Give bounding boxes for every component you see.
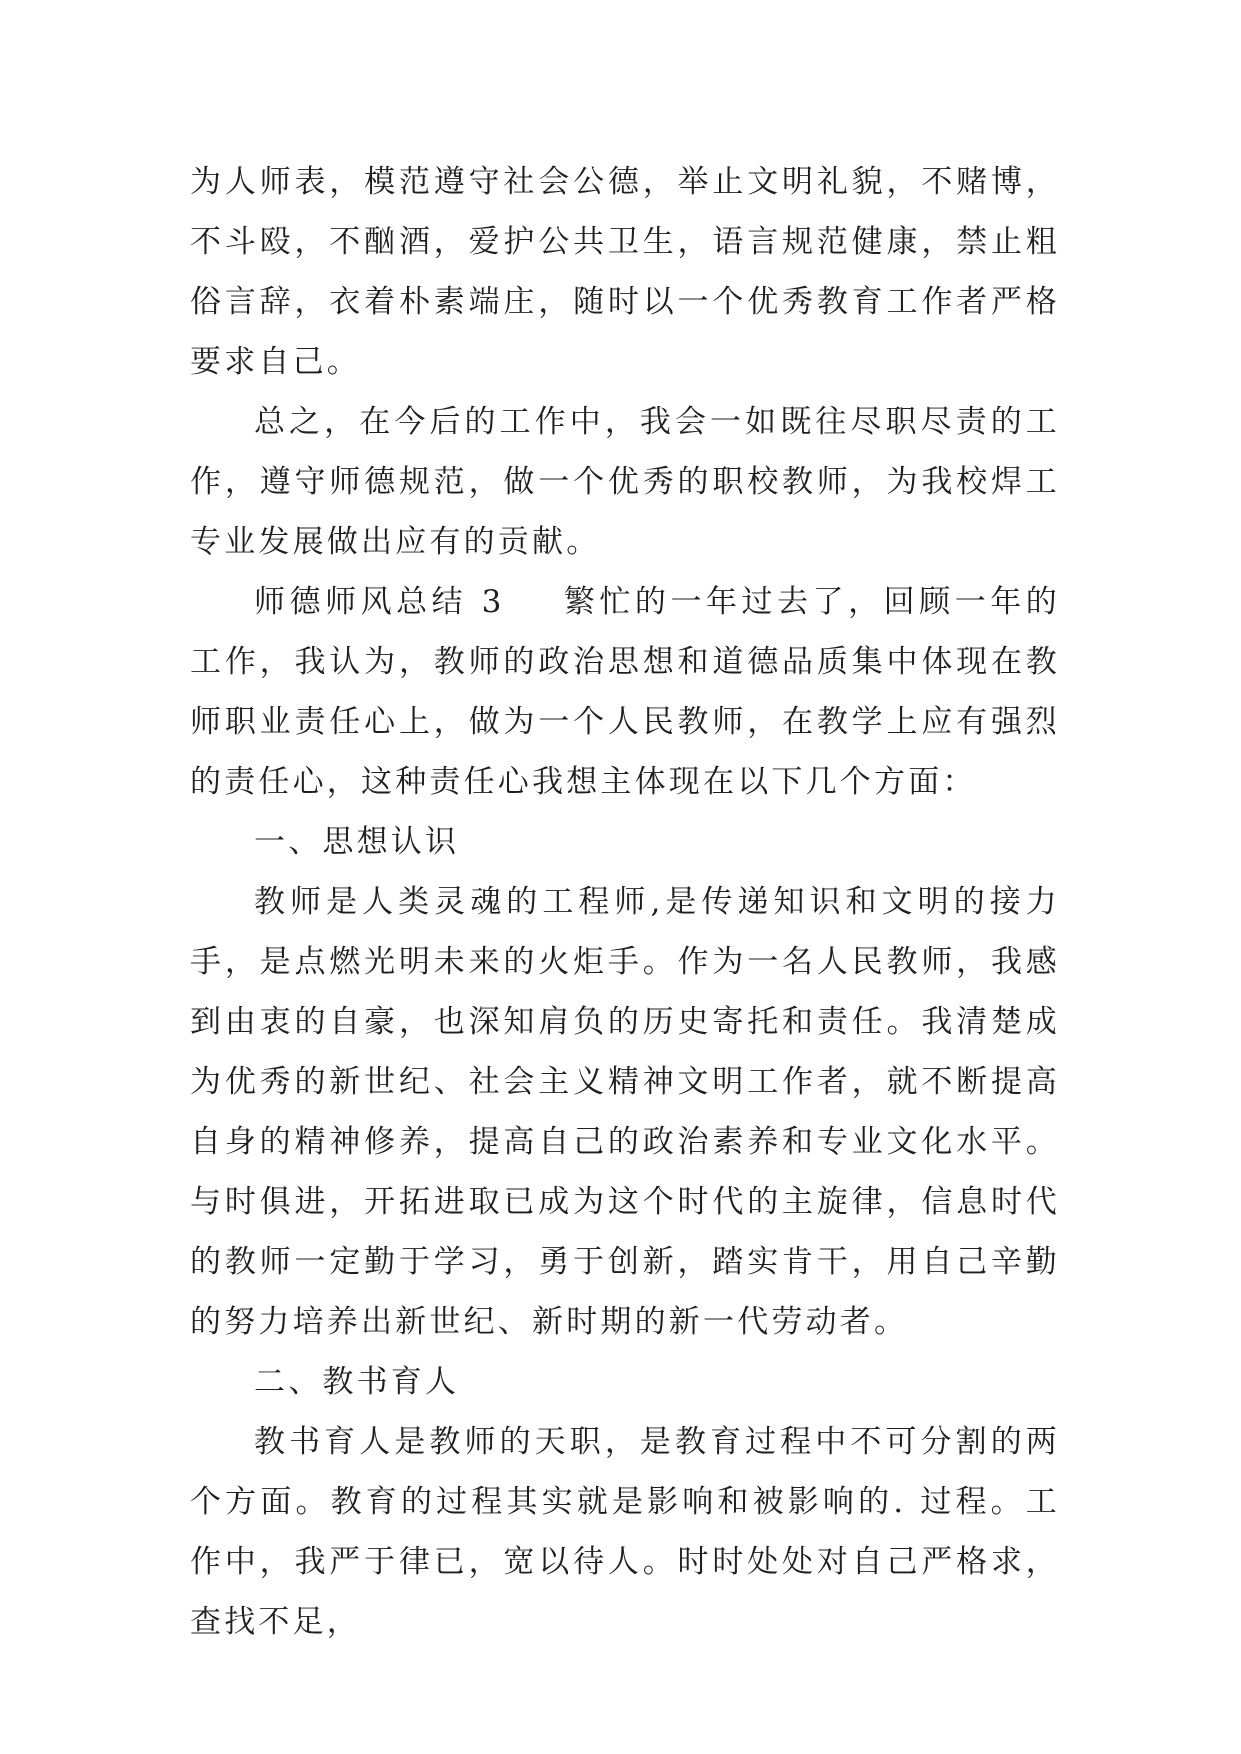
- paragraph-year-review: 繁忙的一年过去了，回顾一年的工作，我认为，教师的政治思想和道德品质集中体现在教师职业责任心上，做为一个人民教师，在教学上应有强烈的责任心，这种责任心我想主体现在以下几个方面：: [190, 584, 1060, 800]
- paragraph-teaching: 教书育人是教师的天职，是教育过程中不可分割的两个方面。教育的过程其实就是影响和被影响的. 过程。工作中，我严于律已，宽以待人。时时处处对自己严格求，查找不足，: [190, 1424, 1060, 1640]
- paragraph-conduct: 为人师表，模范遵守社会公德，举止文明礼貌，不赌博，不斗殴，不酗酒，爱护公共卫生，语言规范健康，禁止粗俗言辞，衣着朴素端庄，随时以一个优秀教育工作者严格要求自己。: [190, 164, 1060, 380]
- paragraph-ideology: 教师是人类灵魂的工程师,是传递知识和文明的接力手，是点燃光明未来的火炬手。作为一名人民教师，我感到由衷的自豪，也深知肩负的历史寄托和责任。我清楚成为优秀的新世纪、社会主义精神文明工作者，就不断提高自身的精神修养，提高自己的政治素养和专业文化水平。与时俱进，开拓进取已成为这个时代的主旋律，信息时代的教师一定勤于学习，勇于创新，踏实肯干，用自己辛勤的努力培养出新世纪、新时期的新一代劳动者。: [190, 884, 1060, 1340]
- section-heading-teaching: 二、教书育人: [254, 1364, 460, 1400]
- section-heading-ideology: 一、思想认识: [254, 824, 460, 860]
- paragraph-conclusion: 总之，在今后的工作中，我会一如既往尽职尽责的工作，遵守师德规范，做一个优秀的职校教师，为我校焊工专业发展做出应有的贡献。: [190, 404, 1060, 560]
- paragraph-summary-3: [190, 572, 1060, 812]
- document-body: [190, 152, 1060, 1652]
- section-title-summary-3: 师德师风总结 3: [254, 584, 505, 620]
